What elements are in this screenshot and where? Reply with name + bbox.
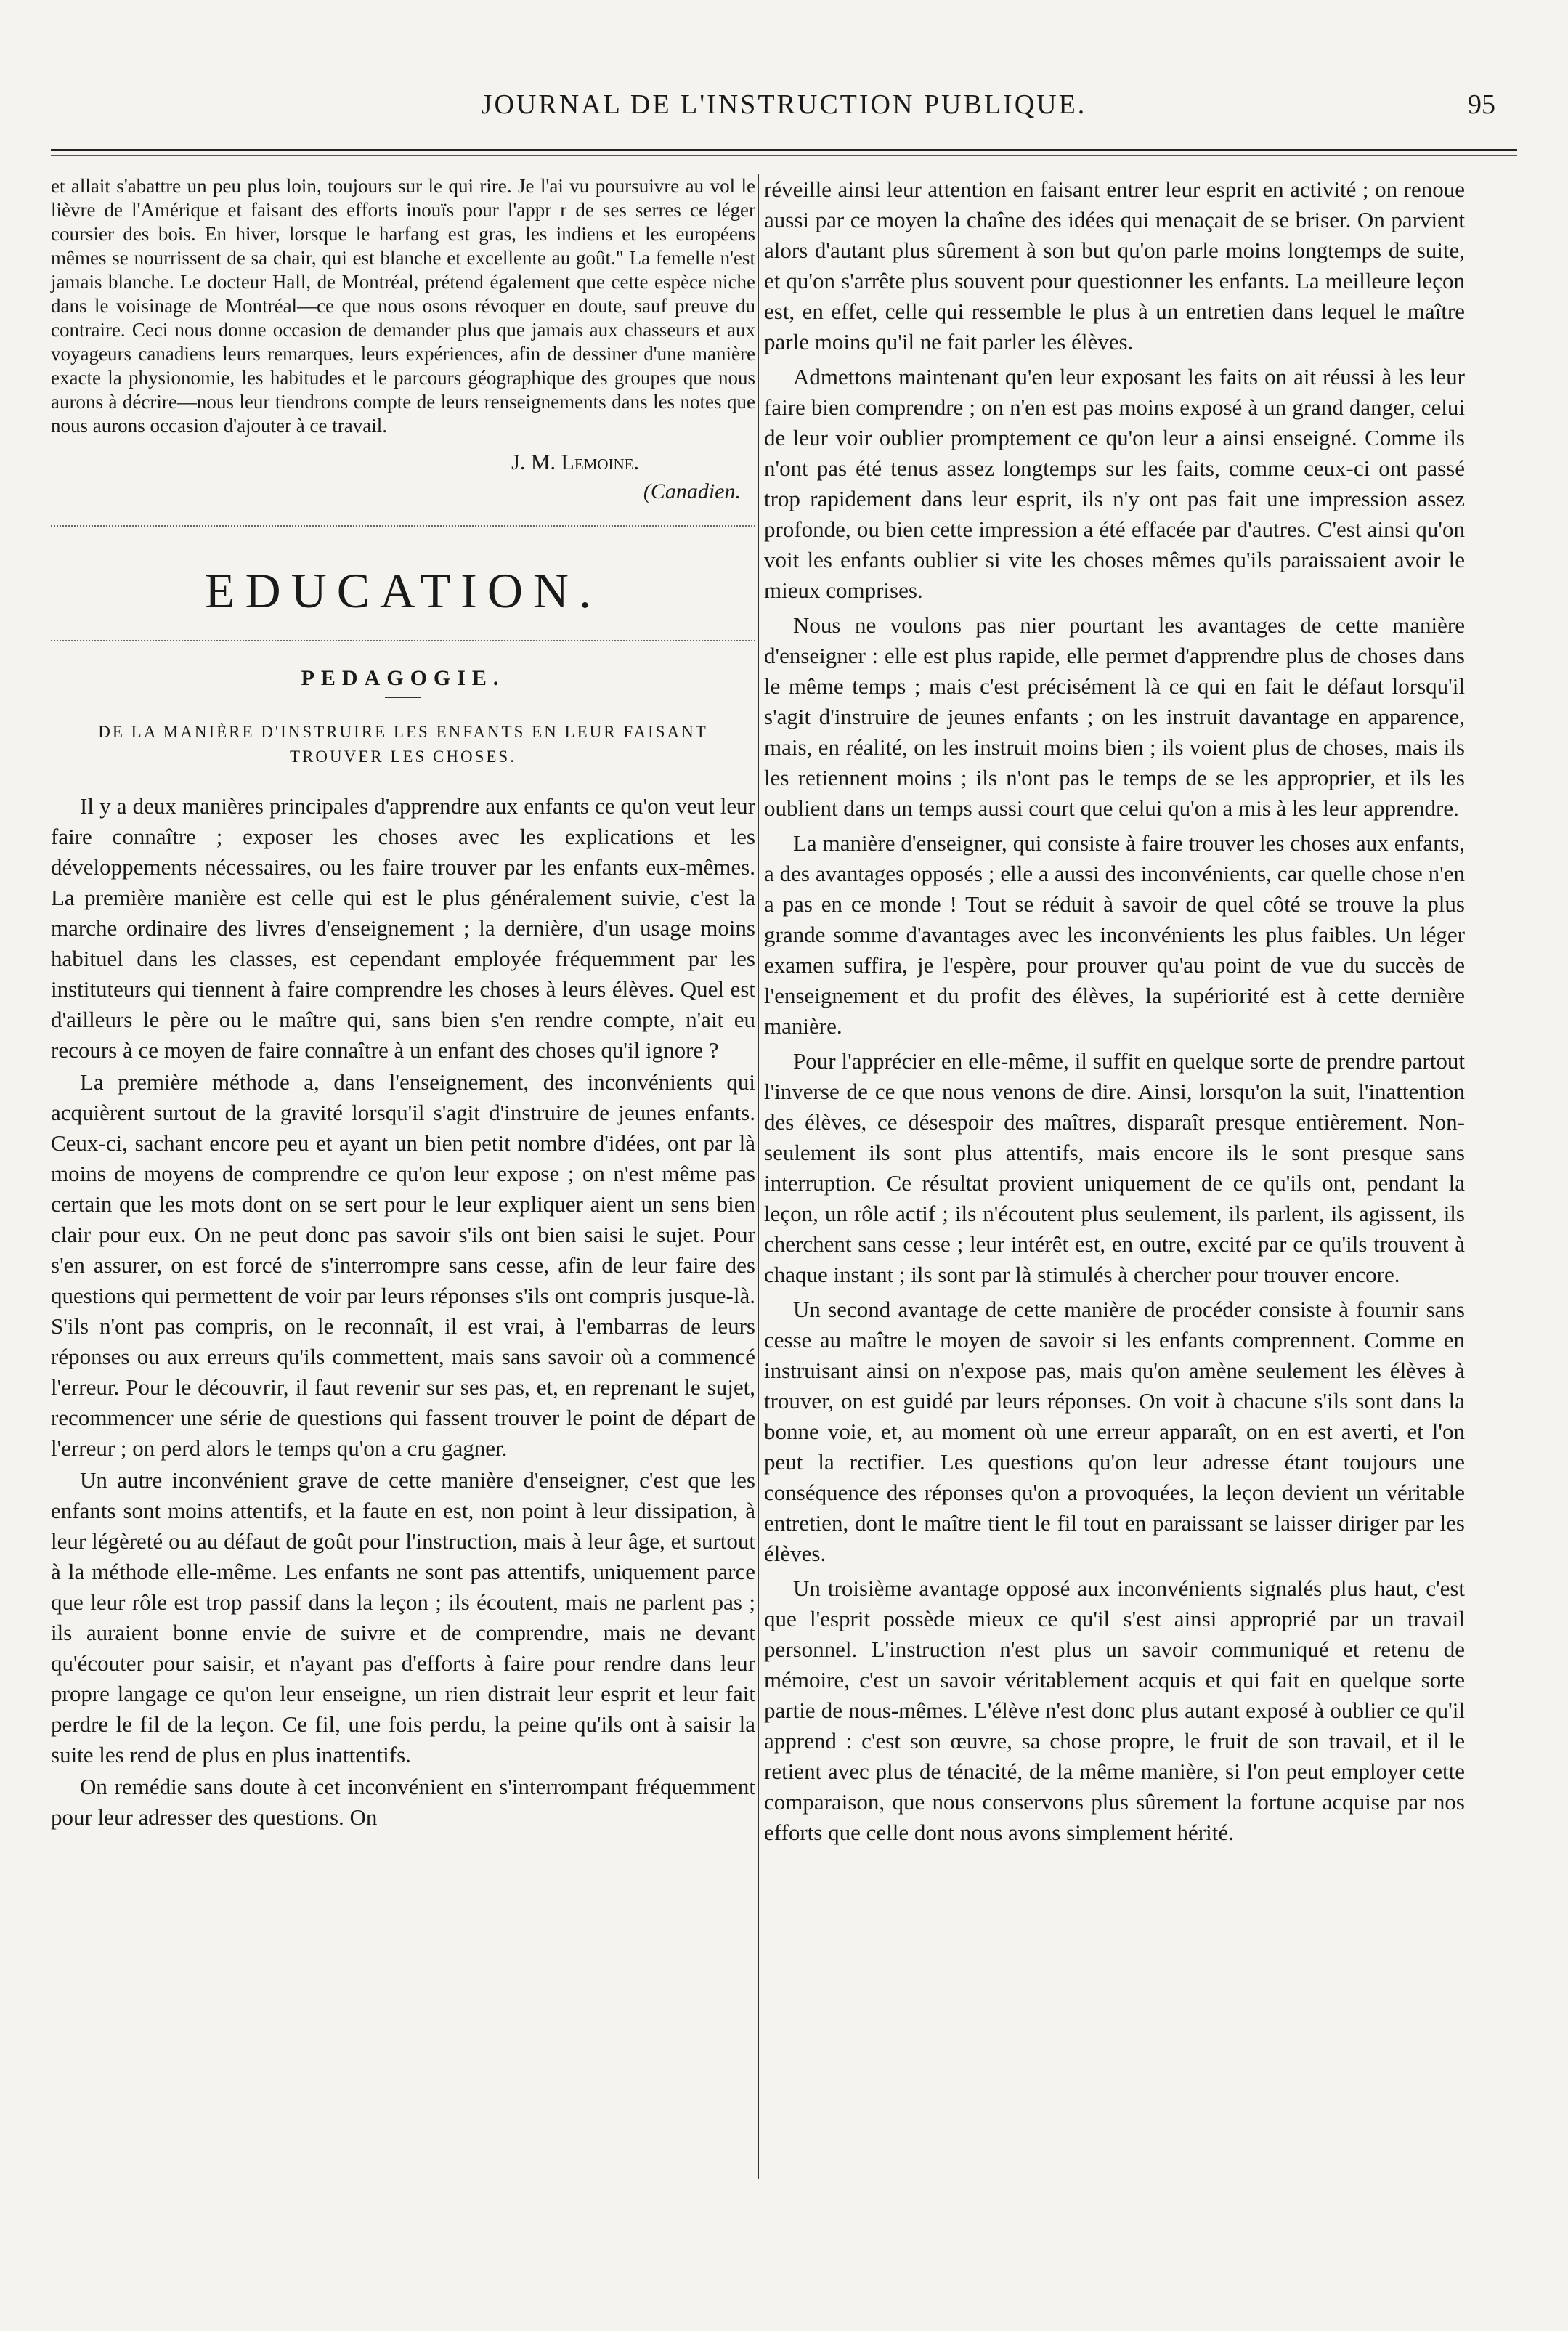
article-title: DE LA MANIÈRE D'INSTRUIRE LES ENFANTS EN LEUR FAISANT TROUVER LES CHOSES. bbox=[98, 723, 708, 766]
paragraph: Nous ne voulons pas nier pourtant les avantages de cette manière d'enseigner : elle est plus rapide, elle permet d'apprendre plus de choses dans le même temps ; mais c'est précisément là ce qui en fait le défaut lorsqu'il s'agit d'instruire de jeunes enfants ; on les instruit davantage en apparence, mais, en réalité, on les instruit moins bien ; ils voient plus de choses, mais ils les retiennent moins ; ils n'ont pas le temps de se les approprier, et ils les oublient dans un temps aussi court que celui qu'on a mis à les leur apprendre. bbox=[764, 612, 1465, 821]
paragraph: Il y a deux manières principales d'apprendre aux enfants ce qu'on veut leur faire connaître ; exposer les choses avec les explications et les développements nécessaires, ou les faire trouver par les enfants eux-mêmes. La première manière est celle qui est le plus généralement suivie, c'est la marche ordinaire des livres d'enseignement ; la dernière, d'un usage moins habituel dans les classes, est cependant employée fréquemment par les instituteurs qui tiennent à faire comprendre les choses à leurs élèves. Quel est d'ailleurs le père ou le maître qui, sans bien s'en rendre compte, n'ait eu recours à ce moyen de faire connaître à un enfant des choses qu'il ignore ? bbox=[51, 793, 755, 1063]
author-source: (Canadien. bbox=[643, 479, 741, 503]
paragraph: et allait s'abattre un peu plus loin, toujours sur le qui rire. Je l'ai vu poursuivre au vol le lièvre de l'Amérique et faisant des efforts inouïs pour l'appr r de ses serres ce léger coursier des bois. En hiver, lorsque le harfang est gras, les indiens et les européens mêmes se nourrissent de sa chair, qui est blanche et excellente au goût." La femelle n'est jamais blanche. Le docteur Hall, de Montréal, prétend également que cette espèce niche dans le voisinage de Montréal—ce que nous osons révoquer en doute, sauf preuve du contraire. Ceci nous donne occasion de demander plus que jamais aux chasseurs et aux voyageurs canadiens leurs remarques, leurs expériences, afin de dessiner d'une manière exacte la physionomie, les habitudes et le parcours géographique des groupes que nous aurons à décrire—nous leur tiendrons compte de leurs renseignements dans les notes que nous aurons occasion d'ajouter à ce travail. bbox=[51, 175, 755, 437]
paragraph: Pour l'apprécier en elle-même, il suffit en quelque sorte de prendre partout l'inverse de ce que nous venons de dire. Ainsi, lorsqu'on la suit, l'inattention des élèves, ce désespoir des maîtres, disparaît presque entièrement. Non-seulement ils sont plus attentifs, mais encore ils le sont presque sans interruption. Ce résultat provient uniquement de ce qu'ils ont, pendant la leçon, un rôle actif ; ils n'écoutent plus seulement, ils parlent, ils agissent, ils cherchent sans cesse ; leur intérêt est, en outre, excité par ce qu'ils trouvent à chaque instant ; ils sont par là stimulés à chercher pour trouver encore. bbox=[764, 1048, 1465, 1287]
article-body-left bbox=[51, 791, 755, 1833]
page-number: 95 bbox=[1468, 89, 1495, 120]
paragraph: Un troisième avantage opposé aux inconvénients signalés plus haut, c'est que l'esprit possède mieux ce qu'il s'est ainsi approprié par un travail personnel. L'instruction n'est plus un savoir communiqué et retenu de mémoire, c'est un savoir véritablement acquis et qui fait en quelque sorte partie de nous-mêmes. L'élève n'est donc plus autant exposé à oublier ce qu'il apprend : c'est son œuvre, sa chose propre, le fruit de son travail, et il le retient avec plus de ténacité, de la même manière, si l'on peut employer cette comparaison, que nous conservons plus sûrement la fortune acquise par nos efforts que celle dont nous avons simplement hérité. bbox=[764, 1576, 1465, 1845]
paragraph: La manière d'enseigner, qui consiste à faire trouver les choses aux enfants, a des avantages opposés ; elle a aussi des inconvénients, car quelle chose n'en a pas en ce monde ! Tout se réduit à savoir de quel côté se trouve la plus grande somme d'avantages avec les inconvénients les plus faibles. Un léger examen suffira, je l'espère, pour prouver qu'au point de vue du succès de l'enseignement et du profit des élèves, la supériorité est à cette dernière manière. bbox=[764, 830, 1465, 1039]
header-rule bbox=[51, 149, 1517, 156]
right-column bbox=[764, 174, 1465, 2273]
column-divider bbox=[758, 174, 759, 2179]
section-title: EDUCATION. bbox=[204, 563, 602, 618]
left-column bbox=[51, 174, 755, 2273]
paragraph: On remédie sans doute à cet inconvénient en s'interrompant fréquemment pour leur adresser des questions. On bbox=[51, 1774, 755, 1830]
paragraph: La première méthode a, dans l'enseignement, des inconvénients qui acquièrent surtout de la gravité lorsqu'il s'agit d'instruire de jeunes enfants. Ceux-ci, sachant encore peu et ayant un bien petit nombre d'idées, ont par là moins de moyens de comprendre ce qu'on leur expose ; on n'est même pas certain que les mots dont on se sert pour le leur expliquer aient un sens bien clair pour eux. On ne peut donc pas savoir s'ils ont bien saisi le sujet. Pour s'en assurer, on est forcé de s'interrompre sans cesse, afin de leur faire des questions qui permettent de voir par leurs réponses s'ils ont compris jusque-là. S'ils n'ont pas compris, on le reconnaît, il est vrai, à l'embarras de leurs réponses ou aux erreurs qu'ils commettent, mais sans savoir où a commencé l'erreur. Pour le découvrir, il faut revenir sur ses pas, et, en reprenant le sujet, recommencer une série de questions qui fassent trouver le point de départ de l'erreur ; on perd alors le temps qu'on a cru gagner. bbox=[51, 1069, 755, 1461]
previous-article-end bbox=[51, 174, 755, 438]
subsection-rule bbox=[385, 697, 421, 698]
subsection-title: PEDAGOGIE. bbox=[301, 666, 505, 690]
section-separator bbox=[51, 525, 755, 527]
paragraph: Un second avantage de cette manière de procéder consiste à fournir sans cesse au maître le moyen de savoir si les enfants comprennent. Comme en instruisant ainsi on n'expose pas, mais qu'on amène seulement les élèves à trouver, on est guidé par leurs réponses. On voit à chacune s'ils sont dans la bonne voie, et, au moment où une erreur apparaît, on en est averti, et l'on peut la rectifier. Les questions qu'on leur adresse étant toujours une conséquence des réponses qu'on a provoquées, la leçon devient un véritable entretien, dont le maître tient le fil tout en paraissant se laisser diriger par les élèves. bbox=[764, 1297, 1465, 1566]
author-name: J. M. Lemoine. bbox=[511, 450, 639, 474]
section-title-rule bbox=[51, 640, 755, 641]
signature bbox=[51, 448, 755, 506]
journal-title: JOURNAL DE L'INSTRUCTION PUBLIQUE. bbox=[481, 89, 1087, 120]
paragraph: réveille ainsi leur attention en faisant entrer leur esprit en activité ; on renoue aussi par ce moyen la chaîne des idées qui menaçait de se briser. On parvient alors d'autant plus sûrement à son but qu'on parle moins longtemps de suite, et qu'on s'arrête plus souvent pour questionner les enfants. La meilleure leçon est, en effet, celle qui ressemble le plus à un entretien dans lequel le maître parle moins qu'il ne fait parler les élèves. bbox=[764, 177, 1465, 354]
paragraph: Un autre inconvénient grave de cette manière d'enseigner, c'est que les enfants sont moins attentifs, et la faute en est, non point à leur dissipation, à leur légèreté ou au défaut de goût pour l'instruction, mais à leur âge, et surtout à la méthode elle-même. Les enfants ne sont pas attentifs, uniquement parce que leur rôle est trop passif dans la leçon ; ils écoutent, mais ne parlent pas ; ils auraient bonne envie de suivre et de comprendre, mais ne devant qu'écouter pour saisir, et n'ayant pas d'efforts à faire pour rendre dans leur propre langage ce qu'on leur enseigne, un rien distrait leur esprit et leur fait perdre le fil de la leçon. Ce fil, une fois perdu, la peine qu'ils ont à saisir la suite les rend de plus en plus inattentifs. bbox=[51, 1467, 755, 1767]
paragraph: Admettons maintenant qu'en leur exposant les faits on ait réussi à les leur faire bien comprendre ; on n'en est pas moins exposé à un grand danger, celui de leur voir oublier promptement ce qu'on leur a ainsi enseigné. Comme ils n'ont pas été tenus assez longtemps sur les faits, comme ceux-ci ont passé trop rapidement dans leur esprit, ils n'y ont pas fait une impression assez profonde, ou bien cette impression a été effacée par d'autres. C'est ainsi qu'on voit les enfants oublier si vite les choses mêmes qu'ils paraissaient avoir le mieux comprises. bbox=[764, 364, 1465, 603]
page-header bbox=[44, 78, 1524, 137]
